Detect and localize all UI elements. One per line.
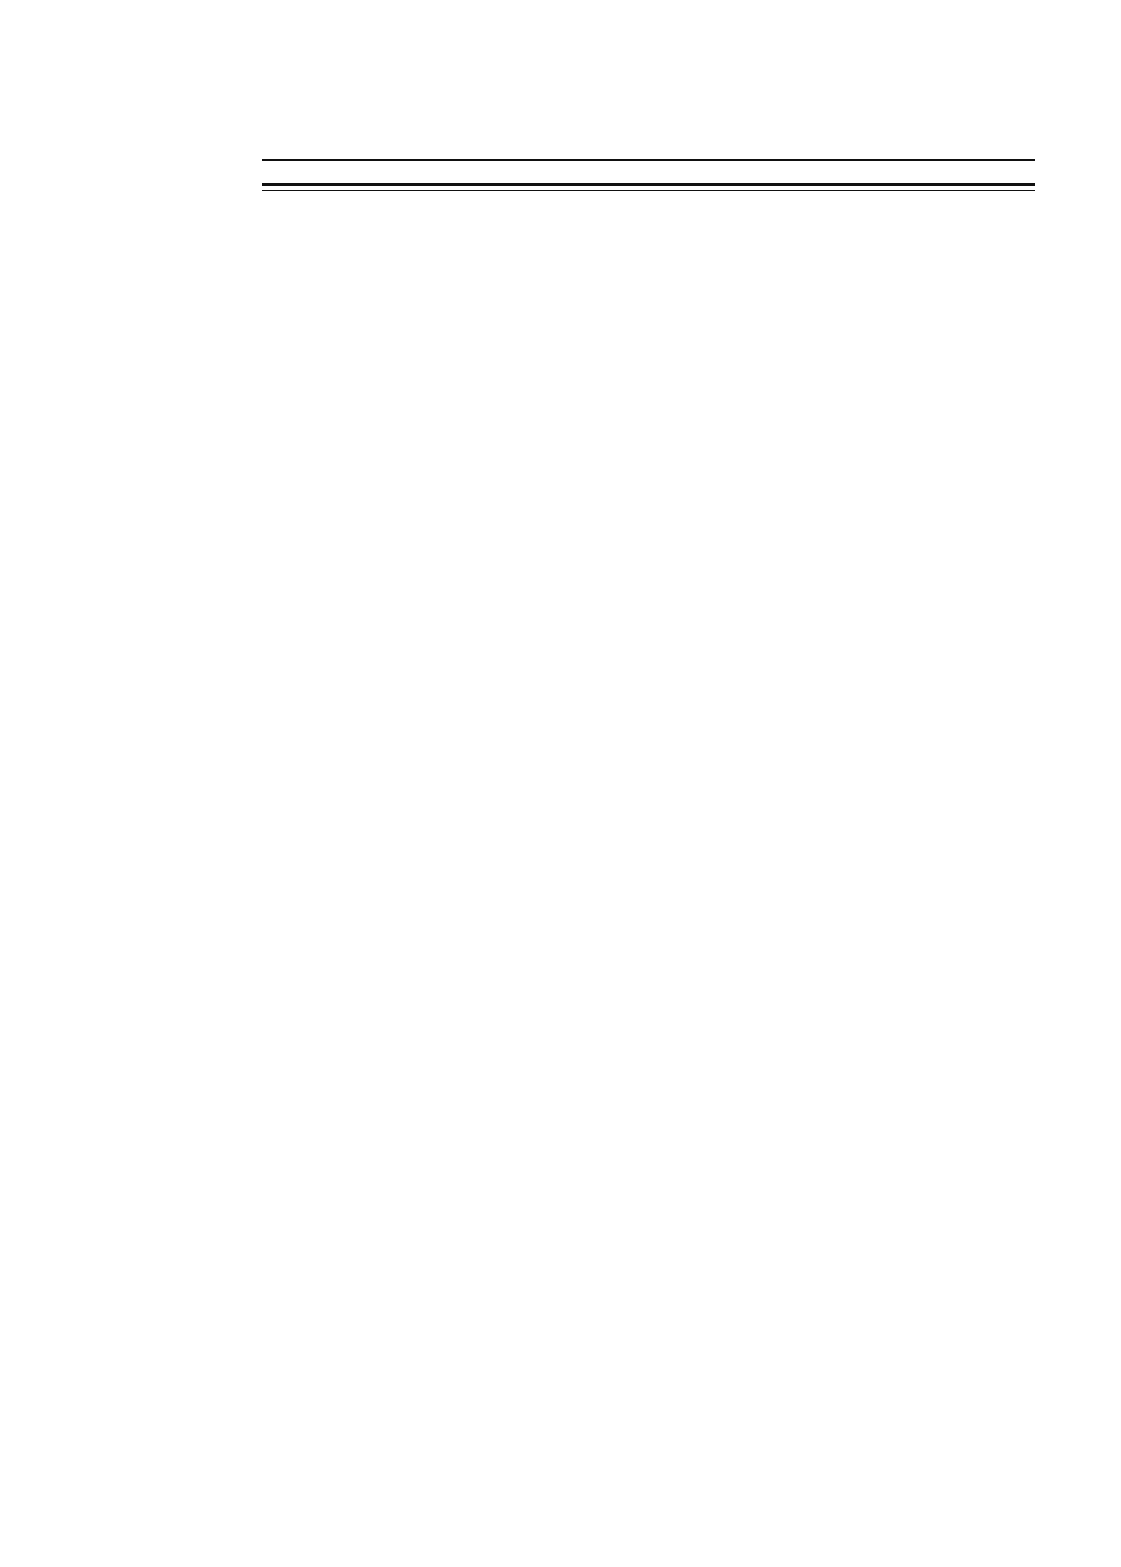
book-page xyxy=(262,105,1035,201)
page-header xyxy=(262,105,1035,153)
header-rule xyxy=(262,159,1035,161)
section-separator xyxy=(262,183,1035,191)
